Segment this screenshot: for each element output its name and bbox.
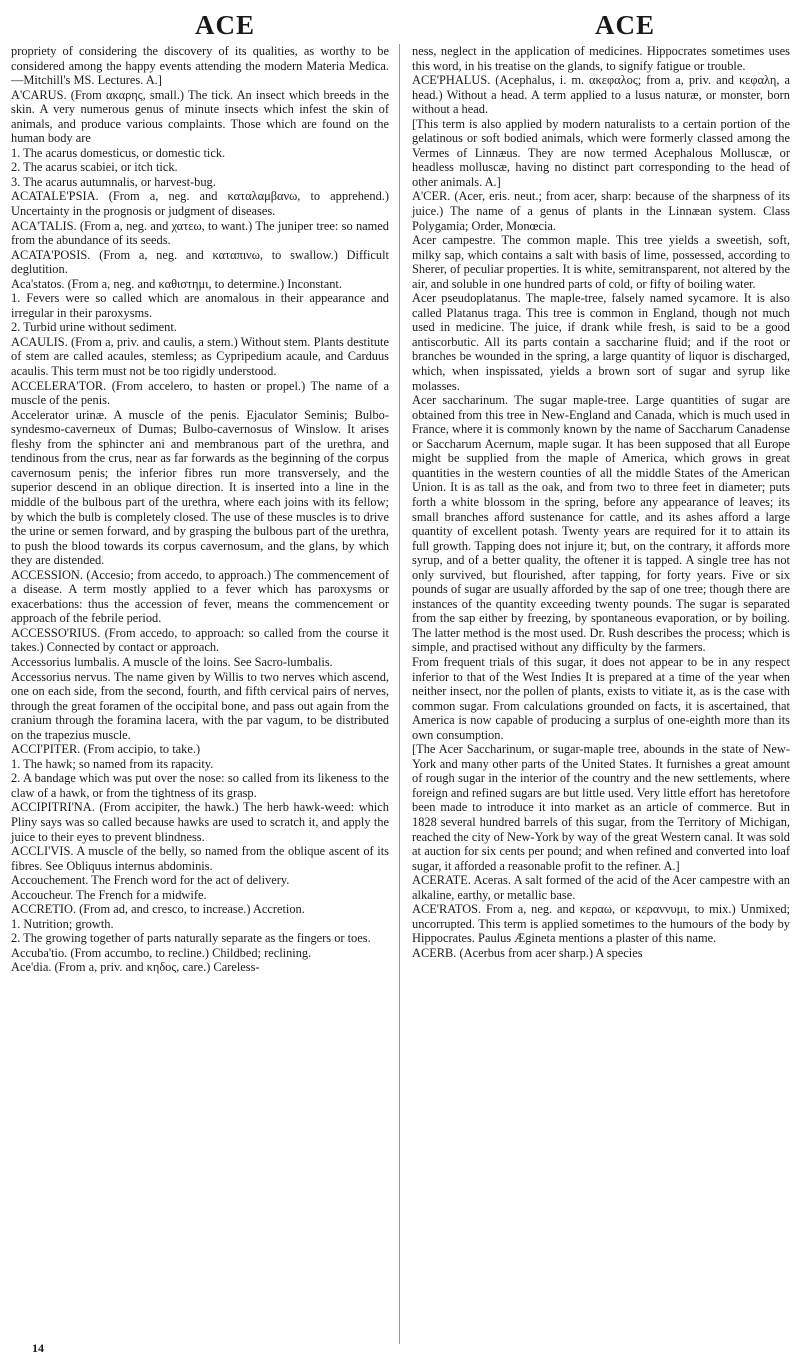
entry-paragraph: Accessorius lumbalis. A muscle of the loins. See Sacro-lumbalis. [11,654,333,669]
entry-paragraph: 3. The acarus autumnalis, or harvest-bug. [11,174,216,189]
entry-paragraph: ACCRETIO. (From ad, and cresco, to increase.) Accretion. [11,902,305,917]
entry-paragraph: Accessorius nervus. The name given by Willis to two nerves which ascend, one on each side, from the second, fourth, and fifth cervical pairs of nerves, through the great foramen of the occipital bone, and pass out again from the cranium through the foramina lacera, with the par vagum, to be distributed on the trapezius muscle. [11,669,389,742]
entry-paragraph: 2. A bandage which was put over the nose: so called from its likeness to the claw of a hawk, or from the tightness of its grasp. [11,771,389,800]
entry-paragraph: Ace'dia. (From a, priv. and κηδος, care.) Careless- [11,960,260,975]
entry-paragraph: ACCI'PITER. (From accipio, to take.) [11,742,201,757]
entry-paragraph: A'CARUS. (From ακαρης, small.) The tick. An insect which breeds in the skin. A very numerous genus of minute insects which infest the skin of animals, and produce various complaints. Those which are found on the human body are [11,87,389,146]
entry-paragraph: Acer campestre. The common maple. This tree yields a sweetish, soft, milky sap, which contains a salt with basis of lime, possessed, according to Sherer, of peculiar properties. It is white, semitransparent, not altered by the air, and soluble in one hundred parts of cold, or fifty of boiling water. [412,233,790,291]
entry-paragraph: [The Acer Saccharinum, or sugar-maple tree, abounds in the state of New-York and many other parts of the United States. It furnishes a great amount of rough sugar in the interior of the country and the new settlements, where foreign and refined sugars are but little used. Very little effort has heretofore been made to introduce it into market as an article of commerce. But in 1828 several hundred barrels of this sugar, from the Territory of Michigan, reached the city of New-York by way of the great Western canal. It was sold at auction for six cents per pound; and when refined and converted into loaf sugar, it afforded a reasonable profit to the refiner. A.] [412,742,790,873]
entry-paragraph: 2. The growing together of parts naturally separate as the fingers or toes. [11,931,371,946]
entry-paragraph: ACCESSION. (Accesio; from accedo, to approach.) The commencement of a disease. A term mostly applied to a fever which has paroxysms or exacerbations: thus the accession of fever, means the commencement or approach of the febrile period. [11,567,389,626]
entry-paragraph: ACE'RATOS. From a, neg. and κεραω, or κεραννυμι, to mix.) Unmixed; uncorrupted. This term is applied sometimes to the humours of the body by Hippocrates. Paulus Ægineta mentions a plaster of this name. [412,902,790,946]
entry-paragraph: ness, neglect in the application of medicines. Hippocrates sometimes uses this word, in his treatise on the glands, to signify fatigue or trouble. [412,44,790,73]
right-column [412,44,790,960]
entry-paragraph: A'CER. (Acer, eris. neut.; from acer, sharp: because of the sharpness of its juice.) The name of a genus of plants in the Linnæan system. Class Polygamia; Order, Monœcia. [412,189,790,233]
running-head-left: ACE [195,10,256,40]
entry-paragraph: ACAULIS. (From a, priv. and caulis, a stem.) Without stem. Plants destitute of stem are called acaules, stemless; as Cypripedium acaule, and Carduus acaulis. This term must not be too rigidly understood. [11,334,389,379]
entry-paragraph: Accelerator urinæ. A muscle of the penis. Ejaculator Seminis; Bulbo-syndesmo-caverneux of Dumas; Bulbo-cavernosus of Winslow. It arises fleshy from the sphincter ani and membranous part of the urethra, and tendinous from the crus, near as far forwards as the beginning of the corpus cavernosum penis; the inferior fibres run more transversely, and the superior descend in an oblique direction. It is inserted into a line in the middle of the bulbous part of the urethra, where each joins with its fellow; by which the bulb is completely closed. The use of these muscles is to drive the urine or semen forward, and by grasping the bulbous part of the urethra, to push the blood towards its corpus cavernosum, and the glans, by which they are distended. [11,407,389,568]
entry-paragraph: ACCIPITRI'NA. (From accipiter, the hawk.) The herb hawk-weed: which Pliny says was so called because hawks are used to scratch it, and apply the juice to their eyes to prevent blindness. [11,800,389,844]
entry-paragraph: Accouchement. The French word for the act of delivery. [11,873,290,888]
entry-paragraph: propriety of considering the discovery of its qualities, as worthy to be considered among the happy events attending the modern Materia Medica.—Mitchill's MS. Lectures. A.] [11,44,389,88]
entry-paragraph: Acer pseudoplatanus. The maple-tree, falsely named sycamore. It is also called Platanus traga. This tree is common in England, though not much used in medicine. The juice, if drank while fresh, is said to be a good antiscorbutic. All its parts contain a saccharine fluid; and if the root or branches be wounded in the spring, a large quantity of liquor is discharged, which, when inspissated, yields a brown sort of sugar and syrup like molasses. [412,291,790,393]
entry-paragraph: ACERATE. Aceras. A salt formed of the acid of the Acer campestre with an alkaline, earthy, or metallic base. [412,873,790,902]
entry-paragraph: Accuba'tio. (From accumbo, to recline.) Childbed; reclining. [11,945,312,960]
entry-paragraph: From frequent trials of this sugar, it does not appear to be in any respect inferior to that of the West Indies It is prepared at a time of the year when neither insect, nor the pollen of plants, exists to vitiate it, as is the case with common sugar. From calculations grounded on facts, it is ascertained, that America is now capable of producing a surplus of one-eighth more than its own consumption. [412,654,790,742]
left-column [11,44,389,975]
entry-paragraph: [This term is also applied by modern naturalists to a certain portion of the gelatinous or soft bodied animals, which were formerly classed among the Vermes of Linnæus. They are now termed Acephalous Molluscæ, or headless molluscæ, having no distinct part corresponding to the head of other animals. A.] [412,116,790,189]
entry-paragraph: ACA'TALIS. (From a, neg. and χατεω, to want.) The juniper tree: so named from the abundance of its seeds. [11,218,389,248]
entry-paragraph: Aca'statos. (From a, neg. and καθιστημι, to determine.) Inconstant. [11,276,342,291]
column-divider [399,44,400,1344]
entry-paragraph: ACATA'POSIS. (From a, neg. and καταπινω, to swallow.) Difficult deglutition. [11,247,389,277]
entry-paragraph: Acer saccharinum. The sugar maple-tree. Large quantities of sugar are obtained from this tree in New-England and Canada, which is much used in France, where it is commonly known by the name of Saccharum Canadense or Saccharum Acernum, maple sugar. It has been supposed that all Europe might be supplied from the maple of America, which grows in great quantities in the western counties of all the middle States of the American Union. It is as tall as the oak, and from two to three feet in diameter; puts forth a white blossom in the spring, before any appearance of leaves; its small branches afford sustenance for cattle, and its ashes afford a large quantity of excellent potash. Twenty years are required for it to attain its full growth. Tapping does not injure it; but, on the contrary, it affords more syrup, and of a better quality, the oftener it is tapped. A single tree has not only survived, but flourished, after tapping, for forty years. Five or six pounds of sugar are usually afforded by the sap of one tree; though there are instances of the quantity exceeding twenty pounds. The sugar is separated from the sap either by freezing, by spontaneous evaporation, or by boiling. The latter method is the most used. Dr. Rush describes the process; which is simple, and practised without any difficulty by the farmers. [412,393,790,655]
entry-paragraph: 1. The acarus domesticus, or domestic tick. [11,145,226,160]
entry-paragraph: ACCESSO'RIUS. (From accedo, to approach: so called from the course it takes.) Connected by contact or approach. [11,625,389,655]
entry-paragraph: ACE'PHALUS. (Acephalus, i. m. ακεφαλος; from a, priv. and κεφαλη, a head.) Without a head. A term applied to a lusus naturæ, or monster, born without a head. [412,73,790,117]
entry-paragraph: ACERB. (Acerbus from acer sharp.) A species [412,945,643,960]
entry-paragraph: 1. Fevers were so called which are anomalous in their appearance and irregular in their paroxysms. [11,291,389,320]
entry-paragraph: 1. The hawk; so named from its rapacity. [11,756,214,771]
entry-paragraph: ACCELERA'TOR. (From accelero, to hasten or propel.) The name of a muscle of the penis. [11,378,389,408]
running-head-right: ACE [595,10,656,40]
entry-paragraph: ACATALE'PSIA. (From a, neg. and καταλαμβανω, to apprehend.) Uncertainty in the prognosis or judgment of diseases. [11,189,389,219]
entry-paragraph: ACCLI'VIS. A muscle of the belly, so named from the oblique ascent of its fibres. See Obliquus internus abdominis. [11,844,389,873]
entry-paragraph: 1. Nutrition; growth. [11,916,114,931]
entry-paragraph: 2. The acarus scabiei, or itch tick. [11,160,178,175]
entry-paragraph: 2. Turbid urine without sediment. [11,320,177,335]
entry-paragraph: Accoucheur. The French for a midwife. [11,887,207,902]
signature-mark: 14 [32,1341,44,1355]
